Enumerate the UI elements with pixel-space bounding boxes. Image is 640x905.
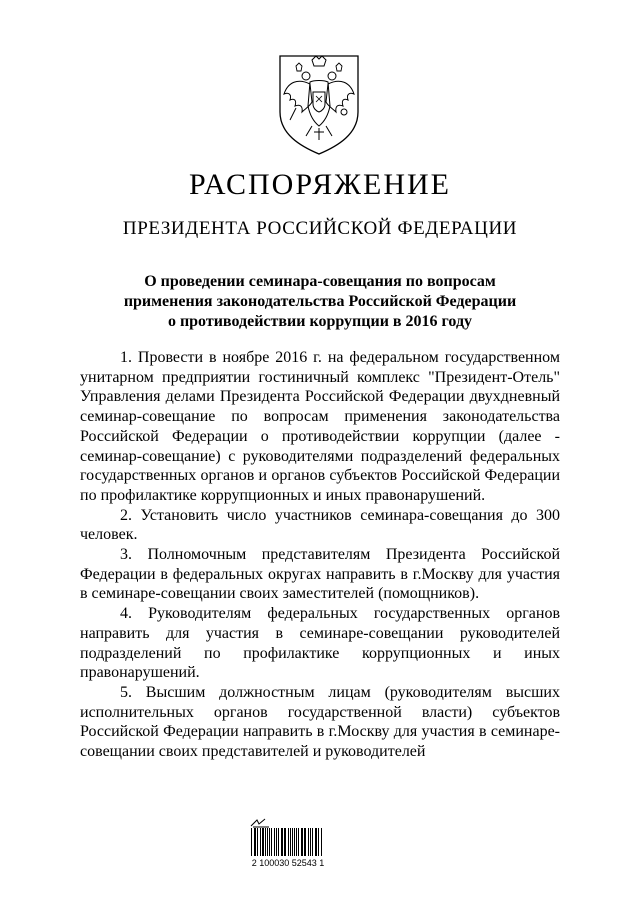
barcode-bar [312,828,313,856]
paragraph-5: 5. Высшим должностным лицам (руководителям высших исполнительных органов государственной власти) субъектов Российской Федерации направить в г.Москву для участия в семинаре-совещании своих представителей и руководителей [80,683,560,761]
barcode-bar [301,828,302,856]
barcode-bar [257,828,258,856]
barcode-bar [284,828,286,856]
document-body [80,348,560,762]
barcode-bar [321,828,322,856]
barcode-bar [281,828,282,856]
barcode-bar [274,828,275,856]
paragraph-4: 4. Руководителям федеральных государственных органов направить для участия в семинаре-совещании руководителей подразделений по профилактике коррупционных и иных правонарушений. [80,605,560,682]
barcode-bar [276,828,277,856]
barcode-bar [269,828,270,856]
barcode-bar [315,828,316,856]
barcode-bar [308,828,309,856]
barcode-bar [262,828,264,856]
barcode-bar [294,828,295,856]
barcode-bar [302,828,303,856]
paragraph-3: 3. Полномочным представителям Президента Российской Федерации в федеральных округах направить в г.Москву для участия в семинаре-совещании своих заместителей (помощников). [80,546,560,603]
barcode-bar [298,828,299,856]
document-title [80,272,560,332]
barcode-icon [251,828,323,856]
barcode-bar [310,828,311,856]
document-title-line: применения законодательства Российской Федерации [123,293,517,310]
barcode-bar [316,828,317,856]
paragraph-2: 2. Установить число участников семинара-совещания до 300 человек. [80,506,560,544]
barcode-bar [296,828,297,856]
barcode-bar [290,828,291,856]
document-type: РАСПОРЯЖЕНИЕ [188,168,452,201]
document-issuer: ПРЕЗИДЕНТА РОССИЙСКОЙ ФЕДЕРАЦИИ [122,218,518,239]
barcode-bar [254,828,255,856]
barcode-bar [288,828,289,856]
russian-coat-of-arms-icon [272,50,366,156]
barcode-bar [304,828,306,856]
document-title-line: о противодействии коррупции в 2016 году [167,313,473,330]
barcode [243,818,333,874]
barcode-bar [292,828,293,856]
barcode-bar [278,828,279,856]
paragraph-1: 1. Провести в ноябре 2016 г. на федеральном государственном унитарном предприятии гостиничный комплекс "Президент-Отель" Управления делами Президента Российской Федерации двухдневный семинар-совещание по вопросам применения законодательства Российской Федерации о противодействии коррупции (далее - семинар-совещание) с руководителями подразделений федеральных государственных органов и органов субъектов Российской Федерации по профилактике коррупционных и иных правонарушений. [80,349,560,504]
barcode-bar [251,828,252,856]
barcode-bar [267,828,268,856]
barcode-bar [318,828,319,856]
barcode-bar [271,828,272,856]
barcode-logo-icon [249,818,273,828]
barcode-bar [265,828,266,856]
barcode-bar [255,828,256,856]
barcode-bar [260,828,261,856]
barcode-bar [282,828,283,856]
barcode-number: 2 100030 52543 1 [251,858,325,868]
document-title-line: О проведении семинара-совещания по вопросам [144,273,496,290]
